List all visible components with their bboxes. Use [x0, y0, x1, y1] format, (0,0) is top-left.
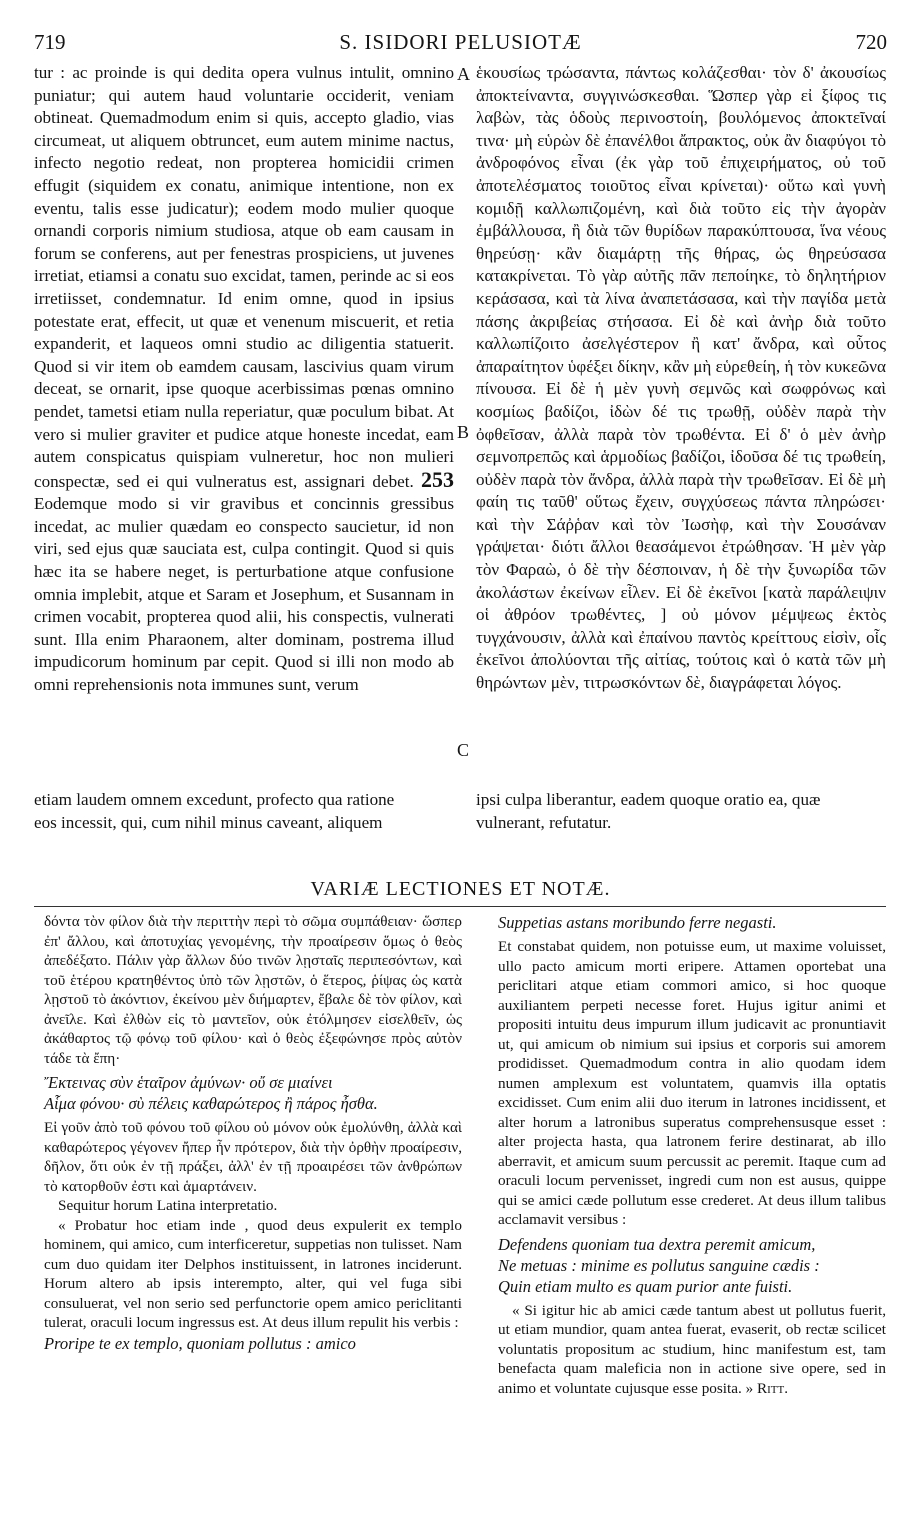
notes-verse-2: Αἷμα φόνου· σὺ πέλεις καθαρώτερος ἢ πάρος ἦσθα.: [44, 1094, 378, 1113]
notes-verse-6: Ne metuas : minime es pollutus sanguine cædis :: [498, 1255, 820, 1275]
notes-verse-7: Quin etiam multo es quam purior ante fuisti.: [498, 1276, 793, 1296]
greek-text: ἑκουσίως τρώσαντα, πάντως κολάζεσθαι· τὸν δ' ἀκουσίως ἀποκτείναντα, συγγινώσκεσθαι. Ὥσπερ γὰρ εἰ ξίφος τις λαβὼν, τὰς ὁδοὺς περινοστοίη, βουλόμενος ἀποκτεῖναί τινα· μὴ εὑρὼν δὲ ἐπανέλθοι ἄπρακτος, οὐκ ἂν διαφύγοι τὸ ἀνδροφόνος εἶναι (ἐκ γὰρ τοῦ ἐπιχειρήματος, οὐ τοῦ ἀποτελέσματος τοιοῦτος εἶναι κρίνεται)· οὕτω καὶ γυνὴ κομιδῇ καλλωπιζομένη, καὶ διὰ τοῦτο εἰς τὴν ἀγορὰν ἐμβάλλουσα, ἢ διὰ τῶν θυρίδων παρακύπτουσα, ἵνα νέους θηρεύσῃ· κἂν διαμάρτῃ τῆς θήρας, ὡς θηρεύσασα κατακρίνεται. Τὸ γὰρ αὐτῆς πᾶν πεποίηκε, τὸ δηλητήριον κεράσασα, καὶ τὰ λίνα ἀναπετάσασα, καὶ τὴν παγίδα μετὰ πάσης ἀκριβείας στήσασα. Εἰ δὲ καὶ ἀνὴρ διὰ τοῦτο καλλωπίζοιτο ἀσελγέστερον ἢ κατ' ἄνδρα, καὶ οὗτος ἀπαραίτητον ὑφέξει δίκην, κἂν μὴ εὑρεθείη, ἡ τὸν κυκεῶνα πίνουσα. Εἰ δὲ ἡ μὲν γυνὴ σεμνῶς καὶ σωφρόνως καὶ κοσμίως βαδίζοι, ἰδὼν δέ τις τρωθῇ, οὐδὲν παρὰ τὴν ὀφθεῖσαν, ἀλλὰ παρὰ τὸν τρωθέντα. Εἰ δ' ὁ μὲν ἀνὴρ σεμνοπρεπῶς καὶ ἁρμοδίως βαδίζοι, ἰδοῦσα δέ τις τρωθείη, οὐδὲν παρὰ τὸν ἄνδρα, ἀλλὰ παρὰ τὴν τρωθεῖσαν. Εἰ δὲ μὴ φαίη τις ταῦθ' οὕτως ἔχειν, συγχύσεως πάντα πληρώσει· καὶ τὴν Σάῤῥαν καὶ τὸν Ἰωσὴφ, καὶ τὴν Σουσάναν γράψεται· διότι ἄλλοι θεασάμενοι ἐτρώθησαν. Ἡ μὲν γὰρ τὸν Φαραὼ, ὁ δὲ τὴν δέσποιναν, ἡ δὲ τὴν ξυνωρίδα τῶν ἀκολάστων ἐκείνων εἷλεν. Εἰ δὲ ἐκεῖνοι [κατὰ παράλειψιν οἱ ἀθρόον τρωθέντες, ] οὐ μόνον μέμψεως ἐκτὸς τυγχάνουσιν, ἀλλὰ καὶ ἐπαίνου παντὸς κρείττους εἰσὶν, οἷς ἐκεῖνοι ἀπολύονται τῆς αἰτίας, τούτοις καὶ ὁ κατὰ τῶν μὴ θηρώντων μὲν, τιτρωσκόντων δὲ, διαγράφεται λόγος.: [476, 63, 886, 693]
running-title: S. ISIDORI PELUSIOTÆ: [339, 30, 582, 54]
notes-verse-1: Ἔκτεινας σὺν ἑταῖρον ἀμύνων· οὔ σε μιαίνει: [44, 1073, 333, 1092]
latin-text-part1: tur : ac proinde is qui dedita opera vulnus intulit, omnino puniatur; qui autem haud voluntarie occiderit, veniam obtineat. Quemadmodum enim si quis, accepto gladio, vias circumeat, ut aliquem obtruncet, eum autem minime nactus, infecto negotio redeat, non propterea homicidii crimen effugit (siquidem ex conatu, animique intentione, non ex eventu, talis esse judicatur); eodem modo mulier quoque ornandi corporis nimium studiosa, atque ob eam causam in forum se conferens, aut per fenestras prospiciens, ut juvenes irretiat, etiamsi a conatu suo excidat, tamen, perinde ac si eos irretiisset, condemnatur. Id enim omne, quod in ipsius potestate erat, effecit, ut quæ et venenum miscuerit, et retia expanderit, et laqueos omni studio ac diligentia statuerit. Quod si vir item ob eamdem causam, lascivius quam virum deceat, se ornarit, ipse quoque acerbissimas pœnas omnino pendet, tametsi etiam nulla reperiatur, quæ poculum bibat. At vero si mulier graviter et pudice atque honeste incedat, eam autem conspicatus quispiam vulneretur, hoc non mulieri conspectæ, sed ei qui vulneratus est, assignari debet.: [34, 63, 454, 491]
notes-verse-5: Defendens quoniam tua dextra peremit amicum,: [498, 1234, 816, 1254]
latin-column: [34, 62, 454, 697]
full-line2-left: eos incessit, qui, cum nihil minus caveant, aliquem: [34, 813, 383, 832]
notes-left-column: [44, 912, 462, 1354]
notes-title: VARIÆ LECTIONES ET NOTÆ.: [310, 878, 611, 900]
right-page-number: 720: [855, 30, 887, 54]
notes-right-column: [498, 912, 886, 1398]
notes-latin-2: Et constabat quidem, non potuisse eum, ut maxime voluisset, ullo pacto amicum morti eripere. Attamen oportebat una periclitari atque etiam commori amico, si hoc quoque auxiliantem perpeti necesse foret. Hujus igitur animi et propositi intuitu deus impurum illum judicavit ac pronuntiavit ut, qui amicum ob nimium sui ipsius et corporis sui amorem prodidisset. Quemadmodum contra in alio quodam idem numen amplexum est voluntatem, quamvis illa optatis excidisset. Cum enim alii duo iterum in latrones incidissent, et alter horum a latronibus superatus comprehensusque esset : alter projecta hasta, qua latronem ferire destinarat, ab illo aberravit, et amicum suum percussit ac peremit. Itaque cum ad oraculi locum pervenisset, ingredi cum non est ausus, quippe qui se amici cæde pollutum esse crederet. At deus illum talibus acclamavit versibus :: [498, 938, 886, 1228]
marker-b: B: [457, 422, 470, 442]
notes-latin-3: [498, 1301, 886, 1399]
notes-verse-3: Proripe te ex templo, quoniam pollutus : amico: [44, 1333, 356, 1353]
notes-latin-1: « Probatur hoc etiam inde , quod deus expulerit ex templo hominem, qui amico, cum interficeretur, suppetias non tulisset. Nam cum duo quidam iter Delphos instituissent, in latrones inciderunt. Horum altero ab ipsis interempto, alter, qui vel fuga sibi consuluerat, vel non serio sed perfunctorie opem amico periclitanti tulerat, oraculi locum ingressus est. At deus illum repulit his verbis :: [44, 1216, 462, 1331]
running-header: [34, 30, 887, 58]
notes-greek-2: Εἰ γοῦν ἀπὸ τοῦ φόνου τοῦ φίλου οὐ μόνον οὐκ ἐμολύνθη, ἀλλὰ καὶ καθαρώτερος γέγονεν ἤπερ ἦν πρότερον, διὰ τὴν ὀρθὴν προαίρεσιν, δῆλον, ὅτι οὐκ ἐν τῇ πράξει, ἀλλ' ἐν τῇ προαιρέσει τῶν ἀνθρώπων τὸ κατορθοῦν ἐστι καὶ ἁμαρτάνειν.: [44, 1119, 462, 1195]
notes-greek-1: δόντα τὸν φίλον διὰ τὴν περιττὴν περὶ τὸ σῶμα συμπάθειαν· ὥσπερ ἐπ' ἄλλου, καὶ ἀποτυχίας γενομένης, τὴν προαίρεσιν ὅμως ὁ θεὸς ἀπεδέξατο. Πάλιν γὰρ ἄλλων δύο τινῶν λῃσταῖς περιπεσόντων, καὶ τοῦ ἑτέρου κρατηθέντος ὑπὸ τῶν λῃστῶν, ὁ ἕτερος, ῥίψας ὡς κατὰ λῃστοῦ τὸ ἀκόντιον, ἐκείνου μὲν διήμαρτεν, ἔβαλε δὲ τὸν φίλον, καὶ ἀνεῖλε. Καὶ ἐλθὼν εἰς τὸ μαντεῖον, οὐκ ἐτόλμησεν εἰσελθεῖν, ὡς ἀκάθαρτος τῷ φόνῳ τοῦ φίλου· καὶ ὁ θεὸς ἐξεφώνησε πρὸς αὐτὸν τάδε τὰ ἔπη·: [44, 913, 462, 1067]
greek-column: [476, 62, 886, 695]
notes-latin-heading: Sequitur horum Latina interpretatio.: [58, 1197, 278, 1214]
notes-latin-3-text: « Si igitur hic ab amici cæde tantum abest ut pollutus fuerit, ut etiam mundior, quam antea fuerat, evaserit, ob rectæ scilicet voluntatis propositum ac studium, hinc manifestum est, tam benefacta quam maleficia non in actione sive opere, sed in animo et voluntate cujusque esse posita. »: [498, 1301, 886, 1397]
column-number: 253: [421, 466, 454, 492]
notes-verse-4: Suppetias astans moribundo ferre negasti.: [498, 913, 777, 932]
full-line2-right: vulnerant, refutatur.: [476, 813, 612, 832]
full-line1-right: ipsi culpa liberantur, eadem quoque oratio ea, quæ: [476, 790, 821, 809]
left-page-number: 719: [34, 30, 66, 54]
full-line1-left: etiam laudem omnem excedunt, profecto qua ratione: [34, 790, 395, 809]
marker-a: A: [457, 64, 470, 84]
notes-signature: Ritt.: [756, 1379, 789, 1397]
notes-divider: [34, 906, 886, 907]
marker-c: C: [457, 740, 470, 760]
latin-text-part2: Eodemque modo si vir gravibus et concinnis gressibus incedat, ac mulier quædam eo conspecto saucietur, id non viri, sed ejus quæ sauciata est, culpa contingit. Quod si quis hæc ita se habere neget, is perturbatione atque confusione omnia implebit, atque et Saram et Josephum, et Susannam in crimen vocabit, propterea quod alii, his conspectis, vulnerati sunt. Illa enim Pharaonem, alter dominam, postrema illud impudicorum hominum par cepit. Quod si illi non modo ab omni reprehensionis nota immunes sunt, verum: [34, 494, 454, 695]
